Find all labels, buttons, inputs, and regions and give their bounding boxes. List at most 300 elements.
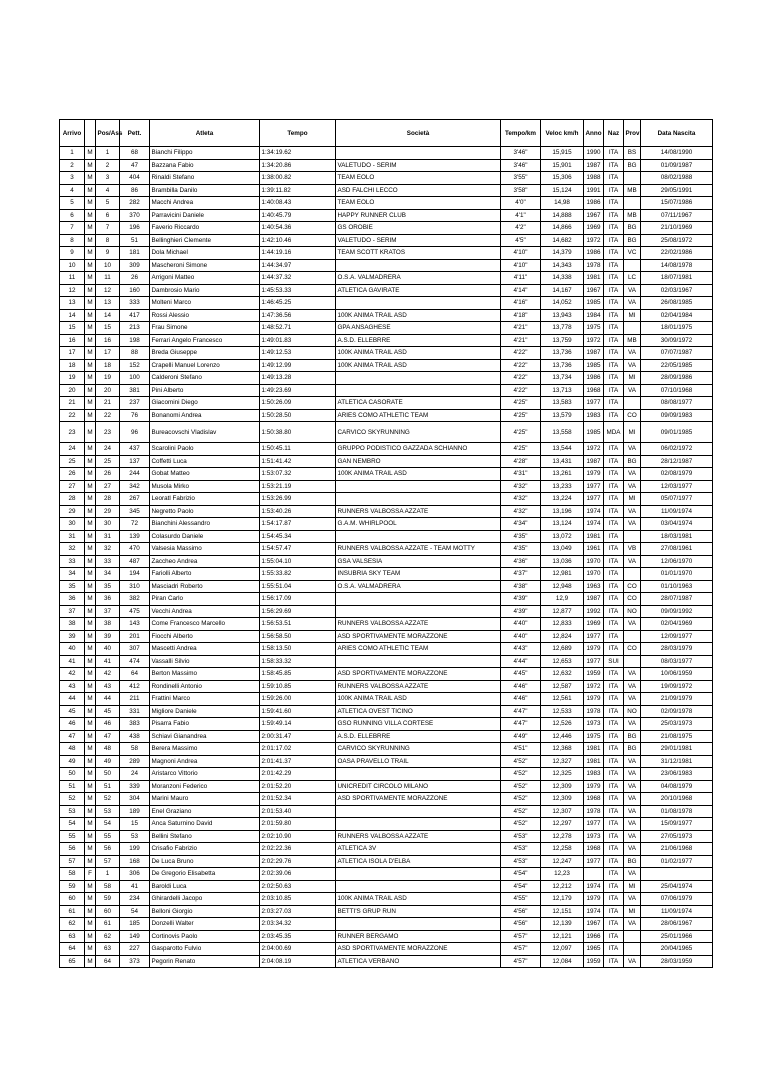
col-societa-cell: RUNNERS VALBOSSA AZZATE bbox=[336, 830, 501, 843]
col-prov-cell: CO bbox=[624, 580, 641, 593]
col-arrivo-cell: 50 bbox=[60, 768, 85, 781]
col-arrivo-cell: 52 bbox=[60, 793, 85, 806]
col-data-nascita-cell: 11/09/1974 bbox=[641, 505, 713, 518]
table-row bbox=[60, 780, 713, 793]
col-societa-cell: O.S.A. VALMADRERA bbox=[336, 580, 501, 593]
col-pettorale-cell: 76 bbox=[120, 409, 150, 422]
col-sex-cell: M bbox=[85, 655, 96, 668]
col-tempo-km-cell: 4'52" bbox=[501, 793, 541, 806]
col-tempo-cell: 1:51:41.42 bbox=[260, 455, 336, 468]
col-velocita-cell: 12,139 bbox=[541, 918, 584, 931]
col-societa-cell bbox=[336, 868, 501, 881]
col-arrivo-cell: 32 bbox=[60, 543, 85, 556]
col-anno-cell: 1977 bbox=[584, 655, 604, 668]
col-prov-cell: VB bbox=[624, 543, 641, 556]
col-data-nascita-cell: 28/03/1979 bbox=[641, 643, 713, 656]
col-pos-ass-cell: 2 bbox=[96, 159, 120, 172]
col-societa-cell: ATLETICA 3V bbox=[336, 843, 501, 856]
col-pettorale-cell: 373 bbox=[120, 955, 150, 968]
col-pettorale-cell: 196 bbox=[120, 222, 150, 235]
col-tempo-cell: 1:42:10.46 bbox=[260, 234, 336, 247]
col-tempo-cell: 1:49:13.28 bbox=[260, 372, 336, 385]
col-sex-cell: M bbox=[85, 359, 96, 372]
col-pettorale-cell: 152 bbox=[120, 359, 150, 372]
col-pettorale-cell: 26 bbox=[120, 272, 150, 285]
col-atleta-header: Atleta bbox=[150, 120, 260, 147]
col-prov-cell: MB bbox=[624, 209, 641, 222]
col-data-nascita-cell: 18/07/1981 bbox=[641, 272, 713, 285]
col-societa-cell: ATLETICA ISOLA D'ELBA bbox=[336, 855, 501, 868]
col-atleta-cell: Parravicini Daniele bbox=[150, 209, 260, 222]
col-velocita-cell: 12,278 bbox=[541, 830, 584, 843]
col-prov-cell: VA bbox=[624, 480, 641, 493]
col-prov-cell: MI bbox=[624, 372, 641, 385]
col-sex-cell: M bbox=[85, 855, 96, 868]
col-tempo-km-cell: 4'57" bbox=[501, 930, 541, 943]
col-data-nascita-header: Data Nascita bbox=[641, 120, 713, 147]
col-naz-cell: ITA bbox=[604, 955, 624, 968]
table-row bbox=[60, 184, 713, 197]
table-row bbox=[60, 693, 713, 706]
col-anno-cell: 1986 bbox=[584, 372, 604, 385]
col-sex-cell: M bbox=[85, 493, 96, 506]
col-societa-cell bbox=[336, 297, 501, 310]
col-sex-cell: M bbox=[85, 680, 96, 693]
col-data-nascita-cell: 22/05/1985 bbox=[641, 359, 713, 372]
col-atleta-cell: Aristarco Vittorio bbox=[150, 768, 260, 781]
table-row bbox=[60, 384, 713, 397]
col-naz-cell: ITA bbox=[604, 197, 624, 210]
col-data-nascita-cell: 07/10/1968 bbox=[641, 384, 713, 397]
col-prov-cell: MB bbox=[624, 334, 641, 347]
col-arrivo-cell: 12 bbox=[60, 284, 85, 297]
table-row bbox=[60, 830, 713, 843]
col-tempo-km-cell: 4'0" bbox=[501, 197, 541, 210]
col-societa-cell: GRUPPO PODISTICO GAZZADA SCHIANNO bbox=[336, 443, 501, 456]
col-tempo-km-cell: 4'56" bbox=[501, 905, 541, 918]
col-sex-cell: M bbox=[85, 309, 96, 322]
col-prov-cell: CO bbox=[624, 643, 641, 656]
col-naz-cell: ITA bbox=[604, 855, 624, 868]
col-data-nascita-cell: 02/04/1984 bbox=[641, 309, 713, 322]
col-naz-cell: MDA bbox=[604, 422, 624, 443]
col-tempo-km-cell: 4'46" bbox=[501, 693, 541, 706]
col-prov-cell: VA bbox=[624, 347, 641, 360]
col-velocita-cell: 15,124 bbox=[541, 184, 584, 197]
col-pos-ass-cell: 26 bbox=[96, 468, 120, 481]
col-data-nascita-cell: 02/08/1979 bbox=[641, 468, 713, 481]
col-anno-cell: 1981 bbox=[584, 755, 604, 768]
col-societa-cell: ARIES COMO ATHLETIC TEAM bbox=[336, 643, 501, 656]
col-arrivo-cell: 9 bbox=[60, 247, 85, 260]
col-pettorale-cell: 137 bbox=[120, 455, 150, 468]
col-pettorale-cell: 213 bbox=[120, 322, 150, 335]
col-tempo-km-cell: 4'39" bbox=[501, 605, 541, 618]
col-tempo-km-cell: 4'25" bbox=[501, 397, 541, 410]
col-pettorale-cell: 370 bbox=[120, 209, 150, 222]
col-pettorale-cell: 51 bbox=[120, 234, 150, 247]
col-atleta-cell: Bellini Stefano bbox=[150, 830, 260, 843]
col-data-nascita-cell: 18/01/1975 bbox=[641, 322, 713, 335]
col-anno-cell: 1979 bbox=[584, 468, 604, 481]
col-sex-cell: M bbox=[85, 743, 96, 756]
col-tempo-cell: 2:02:29.76 bbox=[260, 855, 336, 868]
table-row bbox=[60, 668, 713, 681]
col-sex-cell: M bbox=[85, 184, 96, 197]
col-arrivo-cell: 35 bbox=[60, 580, 85, 593]
col-naz-cell: ITA bbox=[604, 372, 624, 385]
col-pos-ass-cell: 4 bbox=[96, 184, 120, 197]
col-velocita-cell: 13,431 bbox=[541, 455, 584, 468]
col-societa-cell bbox=[336, 147, 501, 160]
col-tempo-km-cell: 3'58" bbox=[501, 184, 541, 197]
col-velocita-cell: 12,258 bbox=[541, 843, 584, 856]
col-naz-cell: ITA bbox=[604, 805, 624, 818]
col-anno-cell: 1987 bbox=[584, 593, 604, 606]
col-tempo-km-cell: 4'32" bbox=[501, 480, 541, 493]
col-arrivo-header: Arrivo bbox=[60, 120, 85, 147]
col-data-nascita-cell: 01/02/1977 bbox=[641, 855, 713, 868]
col-atleta-cell: Dola Michael bbox=[150, 247, 260, 260]
col-prov-cell: CO bbox=[624, 593, 641, 606]
col-tempo-km-cell: 4'22" bbox=[501, 347, 541, 360]
col-atleta-cell: De Gregorio Elisabetta bbox=[150, 868, 260, 881]
col-velocita-cell: 13,072 bbox=[541, 530, 584, 543]
col-atleta-cell: Frau Simone bbox=[150, 322, 260, 335]
col-velocita-cell: 14,98 bbox=[541, 197, 584, 210]
col-naz-cell: ITA bbox=[604, 493, 624, 506]
col-pettorale-cell: 53 bbox=[120, 830, 150, 843]
col-velocita-cell: 12,309 bbox=[541, 780, 584, 793]
col-data-nascita-cell bbox=[641, 868, 713, 881]
col-atleta-cell: Mascheroni Simone bbox=[150, 259, 260, 272]
col-sex-cell: M bbox=[85, 222, 96, 235]
col-societa-cell bbox=[336, 493, 501, 506]
col-anno-cell: 1959 bbox=[584, 955, 604, 968]
col-pettorale-cell: 417 bbox=[120, 309, 150, 322]
col-societa-cell bbox=[336, 593, 501, 606]
col-atleta-cell: Valsesia Massimo bbox=[150, 543, 260, 556]
col-anno-cell: 1973 bbox=[584, 718, 604, 731]
col-pos-ass-cell: 21 bbox=[96, 397, 120, 410]
col-tempo-km-cell: 3'46" bbox=[501, 147, 541, 160]
col-tempo-km-cell: 4'52" bbox=[501, 755, 541, 768]
col-tempo-cell: 1:34:20.86 bbox=[260, 159, 336, 172]
col-velocita-cell: 12,632 bbox=[541, 668, 584, 681]
col-pettorale-cell: 331 bbox=[120, 705, 150, 718]
col-tempo-cell: 1:53:40.26 bbox=[260, 505, 336, 518]
col-atleta-cell: Negretto Paolo bbox=[150, 505, 260, 518]
col-tempo-cell: 2:04:00.69 bbox=[260, 943, 336, 956]
col-velocita-cell: 13,261 bbox=[541, 468, 584, 481]
col-tempo-cell: 2:00:31.47 bbox=[260, 730, 336, 743]
col-naz-cell: ITA bbox=[604, 322, 624, 335]
col-prov-cell: VA bbox=[624, 359, 641, 372]
col-arrivo-cell: 8 bbox=[60, 234, 85, 247]
col-arrivo-cell: 31 bbox=[60, 530, 85, 543]
col-pettorale-cell: 475 bbox=[120, 605, 150, 618]
col-naz-cell: ITA bbox=[604, 384, 624, 397]
col-anno-cell: 1969 bbox=[584, 618, 604, 631]
col-tempo-km-cell: 4'22" bbox=[501, 372, 541, 385]
col-naz-cell: ITA bbox=[604, 334, 624, 347]
col-tempo-cell: 1:59:26.00 bbox=[260, 693, 336, 706]
col-prov-cell: VC bbox=[624, 247, 641, 260]
col-velocita-cell: 13,713 bbox=[541, 384, 584, 397]
col-data-nascita-cell: 12/06/1970 bbox=[641, 555, 713, 568]
col-naz-cell: ITA bbox=[604, 297, 624, 310]
col-tempo-cell: 1:56:53.51 bbox=[260, 618, 336, 631]
col-sex-cell: M bbox=[85, 605, 96, 618]
col-tempo-km-cell: 4'10" bbox=[501, 247, 541, 260]
col-sex-cell: M bbox=[85, 943, 96, 956]
col-naz-cell: ITA bbox=[604, 172, 624, 185]
col-sex-cell: M bbox=[85, 805, 96, 818]
col-atleta-cell: Pegorin Renato bbox=[150, 955, 260, 968]
col-anno-cell: 1977 bbox=[584, 480, 604, 493]
col-tempo-cell: 1:50:45.11 bbox=[260, 443, 336, 456]
col-tempo-km-cell: 4'16" bbox=[501, 297, 541, 310]
col-anno-cell: 1974 bbox=[584, 505, 604, 518]
col-atleta-cell: Macchi Andrea bbox=[150, 197, 260, 210]
col-tempo-cell: 1:40:08.43 bbox=[260, 197, 336, 210]
col-pettorale-cell: 487 bbox=[120, 555, 150, 568]
col-tempo-cell: 1:53:21.19 bbox=[260, 480, 336, 493]
col-anno-cell: 1970 bbox=[584, 568, 604, 581]
col-tempo-km-cell: 4'22" bbox=[501, 384, 541, 397]
col-arrivo-cell: 63 bbox=[60, 930, 85, 943]
col-naz-cell: ITA bbox=[604, 247, 624, 260]
col-data-nascita-cell: 23/06/1983 bbox=[641, 768, 713, 781]
col-atleta-cell: Vecchi Andrea bbox=[150, 605, 260, 618]
col-tempo-km-cell: 4'51" bbox=[501, 743, 541, 756]
col-pos-ass-cell: 48 bbox=[96, 743, 120, 756]
col-pos-ass-cell: 40 bbox=[96, 643, 120, 656]
col-tempo-km-cell: 4'28" bbox=[501, 455, 541, 468]
col-tempo-cell: 1:47:36.56 bbox=[260, 309, 336, 322]
col-atleta-cell: Gasparotto Fulvio bbox=[150, 943, 260, 956]
col-tempo-km-cell: 4'54" bbox=[501, 868, 541, 881]
col-naz-cell: ITA bbox=[604, 184, 624, 197]
col-prov-cell: VA bbox=[624, 768, 641, 781]
col-prov-cell bbox=[624, 943, 641, 956]
table-row bbox=[60, 372, 713, 385]
col-pettorale-cell: 24 bbox=[120, 768, 150, 781]
col-prov-cell: VA bbox=[624, 793, 641, 806]
col-tempo-cell: 2:04:08.19 bbox=[260, 955, 336, 968]
col-prov-cell: VA bbox=[624, 955, 641, 968]
col-tempo-header: Tempo bbox=[260, 120, 336, 147]
col-prov-cell: BG bbox=[624, 855, 641, 868]
col-arrivo-cell: 49 bbox=[60, 755, 85, 768]
col-anno-cell: 1963 bbox=[584, 580, 604, 593]
table-row bbox=[60, 868, 713, 881]
col-prov-cell bbox=[624, 259, 641, 272]
col-tempo-km-cell: 4'2" bbox=[501, 222, 541, 235]
col-societa-cell: VALETUDO - SERIM bbox=[336, 159, 501, 172]
col-prov-cell: VA bbox=[624, 505, 641, 518]
col-atleta-cell: Dambrosio Mario bbox=[150, 284, 260, 297]
col-data-nascita-cell: 05/07/1977 bbox=[641, 493, 713, 506]
col-pettorale-cell: 199 bbox=[120, 843, 150, 856]
col-naz-cell: ITA bbox=[604, 730, 624, 743]
col-anno-cell: 1984 bbox=[584, 309, 604, 322]
col-tempo-km-cell: 4'53" bbox=[501, 830, 541, 843]
col-tempo-cell: 1:50:28.50 bbox=[260, 409, 336, 422]
col-pettorale-cell: 15 bbox=[120, 818, 150, 831]
col-arrivo-cell: 51 bbox=[60, 780, 85, 793]
table-row bbox=[60, 505, 713, 518]
col-societa-cell: A.S.D. ELLEBRRE bbox=[336, 730, 501, 743]
col-tempo-cell: 2:01:52.20 bbox=[260, 780, 336, 793]
table-row bbox=[60, 422, 713, 443]
col-atleta-cell: Gobat Matteo bbox=[150, 468, 260, 481]
col-naz-cell: ITA bbox=[604, 780, 624, 793]
col-sex-cell: M bbox=[85, 334, 96, 347]
col-atleta-cell: Bellinghieri Clemente bbox=[150, 234, 260, 247]
col-data-nascita-cell: 08/08/1977 bbox=[641, 397, 713, 410]
col-anno-cell: 1979 bbox=[584, 893, 604, 906]
col-pos-ass-cell: 7 bbox=[96, 222, 120, 235]
col-arrivo-cell: 58 bbox=[60, 868, 85, 881]
col-naz-cell: ITA bbox=[604, 868, 624, 881]
col-tempo-km-cell: 4'32" bbox=[501, 505, 541, 518]
col-pettorale-cell: 438 bbox=[120, 730, 150, 743]
col-pos-ass-cell: 56 bbox=[96, 843, 120, 856]
col-tempo-cell: 2:03:45.35 bbox=[260, 930, 336, 943]
col-velocita-cell: 12,981 bbox=[541, 568, 584, 581]
col-pos-ass-cell: 58 bbox=[96, 880, 120, 893]
col-data-nascita-cell: 28/06/1967 bbox=[641, 918, 713, 931]
col-anno-header: Anno bbox=[584, 120, 604, 147]
col-pos-ass-cell: 44 bbox=[96, 693, 120, 706]
col-anno-cell: 1970 bbox=[584, 555, 604, 568]
col-tempo-cell: 1:38:00.82 bbox=[260, 172, 336, 185]
col-pos-ass-cell: 50 bbox=[96, 768, 120, 781]
col-pos-ass-cell: 61 bbox=[96, 918, 120, 931]
col-pos-ass-cell: 3 bbox=[96, 172, 120, 185]
col-prov-cell: BG bbox=[624, 730, 641, 743]
col-data-nascita-cell: 18/03/1981 bbox=[641, 530, 713, 543]
col-anno-cell: 1973 bbox=[584, 830, 604, 843]
col-tempo-km-cell: 4'38" bbox=[501, 580, 541, 593]
col-anno-cell: 1977 bbox=[584, 397, 604, 410]
col-pos-ass-cell: 1 bbox=[96, 868, 120, 881]
col-pettorale-cell: 412 bbox=[120, 680, 150, 693]
col-tempo-km-cell: 4'53" bbox=[501, 855, 541, 868]
col-sex-cell: M bbox=[85, 347, 96, 360]
col-naz-cell: ITA bbox=[604, 347, 624, 360]
col-pettorale-cell: 404 bbox=[120, 172, 150, 185]
col-arrivo-cell: 2 bbox=[60, 159, 85, 172]
col-arrivo-cell: 5 bbox=[60, 197, 85, 210]
col-anno-cell: 1979 bbox=[584, 643, 604, 656]
col-naz-cell: ITA bbox=[604, 505, 624, 518]
col-anno-cell: 1981 bbox=[584, 743, 604, 756]
table-row bbox=[60, 655, 713, 668]
table-body bbox=[60, 147, 713, 968]
col-pos-ass-cell: 45 bbox=[96, 705, 120, 718]
col-sex-header bbox=[85, 120, 96, 147]
col-naz-cell: ITA bbox=[604, 693, 624, 706]
col-atleta-cell: Donzelli Walter bbox=[150, 918, 260, 931]
table-row bbox=[60, 955, 713, 968]
col-societa-cell bbox=[336, 880, 501, 893]
col-societa-cell bbox=[336, 818, 501, 831]
col-naz-cell: ITA bbox=[604, 159, 624, 172]
col-prov-cell: BG bbox=[624, 743, 641, 756]
col-arrivo-cell: 45 bbox=[60, 705, 85, 718]
col-data-nascita-cell: 09/09/1983 bbox=[641, 409, 713, 422]
table-row bbox=[60, 555, 713, 568]
col-societa-cell: ATLETICA CASORATE bbox=[336, 397, 501, 410]
col-tempo-km-cell: 4'49" bbox=[501, 730, 541, 743]
col-tempo-cell: 1:49:12.53 bbox=[260, 347, 336, 360]
col-pos-ass-cell: 11 bbox=[96, 272, 120, 285]
col-atleta-cell: Bianchi Filippo bbox=[150, 147, 260, 160]
col-naz-cell: ITA bbox=[604, 284, 624, 297]
col-atleta-cell: Migliore Daniele bbox=[150, 705, 260, 718]
col-prov-cell: MI bbox=[624, 880, 641, 893]
col-data-nascita-cell: 02/04/1969 bbox=[641, 618, 713, 631]
col-naz-cell: ITA bbox=[604, 580, 624, 593]
col-data-nascita-cell: 28/07/1987 bbox=[641, 593, 713, 606]
col-tempo-km-cell: 4'40" bbox=[501, 630, 541, 643]
col-anno-cell: 1985 bbox=[584, 297, 604, 310]
col-societa-cell: 100K ANIMA TRAIL ASD bbox=[336, 359, 501, 372]
col-naz-cell: ITA bbox=[604, 555, 624, 568]
col-pettorale-cell: 383 bbox=[120, 718, 150, 731]
col-tempo-cell: 1:44:19.16 bbox=[260, 247, 336, 260]
col-anno-cell: 1985 bbox=[584, 422, 604, 443]
col-velocita-cell: 13,558 bbox=[541, 422, 584, 443]
col-tempo-cell: 1:58:13.50 bbox=[260, 643, 336, 656]
col-pettorale-cell: 143 bbox=[120, 618, 150, 631]
col-velocita-cell: 14,379 bbox=[541, 247, 584, 260]
col-atleta-cell: Ghirardelli Jacopo bbox=[150, 893, 260, 906]
col-tempo-km-cell: 4'44" bbox=[501, 655, 541, 668]
col-atleta-cell: Frattini Marco bbox=[150, 693, 260, 706]
col-prov-cell: VA bbox=[624, 618, 641, 631]
col-arrivo-cell: 3 bbox=[60, 172, 85, 185]
col-societa-cell: VALETUDO - SERIM bbox=[336, 234, 501, 247]
col-arrivo-cell: 62 bbox=[60, 918, 85, 931]
table-row bbox=[60, 730, 713, 743]
col-arrivo-cell: 60 bbox=[60, 893, 85, 906]
col-naz-cell: ITA bbox=[604, 743, 624, 756]
col-pos-ass-cell: 39 bbox=[96, 630, 120, 643]
col-pettorale-cell: 211 bbox=[120, 693, 150, 706]
col-velocita-cell: 13,036 bbox=[541, 555, 584, 568]
col-anno-cell: 1987 bbox=[584, 347, 604, 360]
col-sex-cell: M bbox=[85, 618, 96, 631]
col-data-nascita-cell: 14/08/1978 bbox=[641, 259, 713, 272]
col-arrivo-cell: 42 bbox=[60, 668, 85, 681]
col-arrivo-cell: 61 bbox=[60, 905, 85, 918]
col-velocita-cell: 15,306 bbox=[541, 172, 584, 185]
col-prov-cell: NO bbox=[624, 705, 641, 718]
col-sex-cell: M bbox=[85, 693, 96, 706]
col-anno-cell: 1985 bbox=[584, 359, 604, 372]
col-naz-header: Naz bbox=[604, 120, 624, 147]
col-anno-cell: 1983 bbox=[584, 768, 604, 781]
col-sex-cell: M bbox=[85, 505, 96, 518]
col-societa-cell: GSA VALSESIA bbox=[336, 555, 501, 568]
table-row bbox=[60, 568, 713, 581]
col-data-nascita-cell: 09/09/1992 bbox=[641, 605, 713, 618]
col-anno-cell: 1959 bbox=[584, 668, 604, 681]
col-societa-cell bbox=[336, 768, 501, 781]
